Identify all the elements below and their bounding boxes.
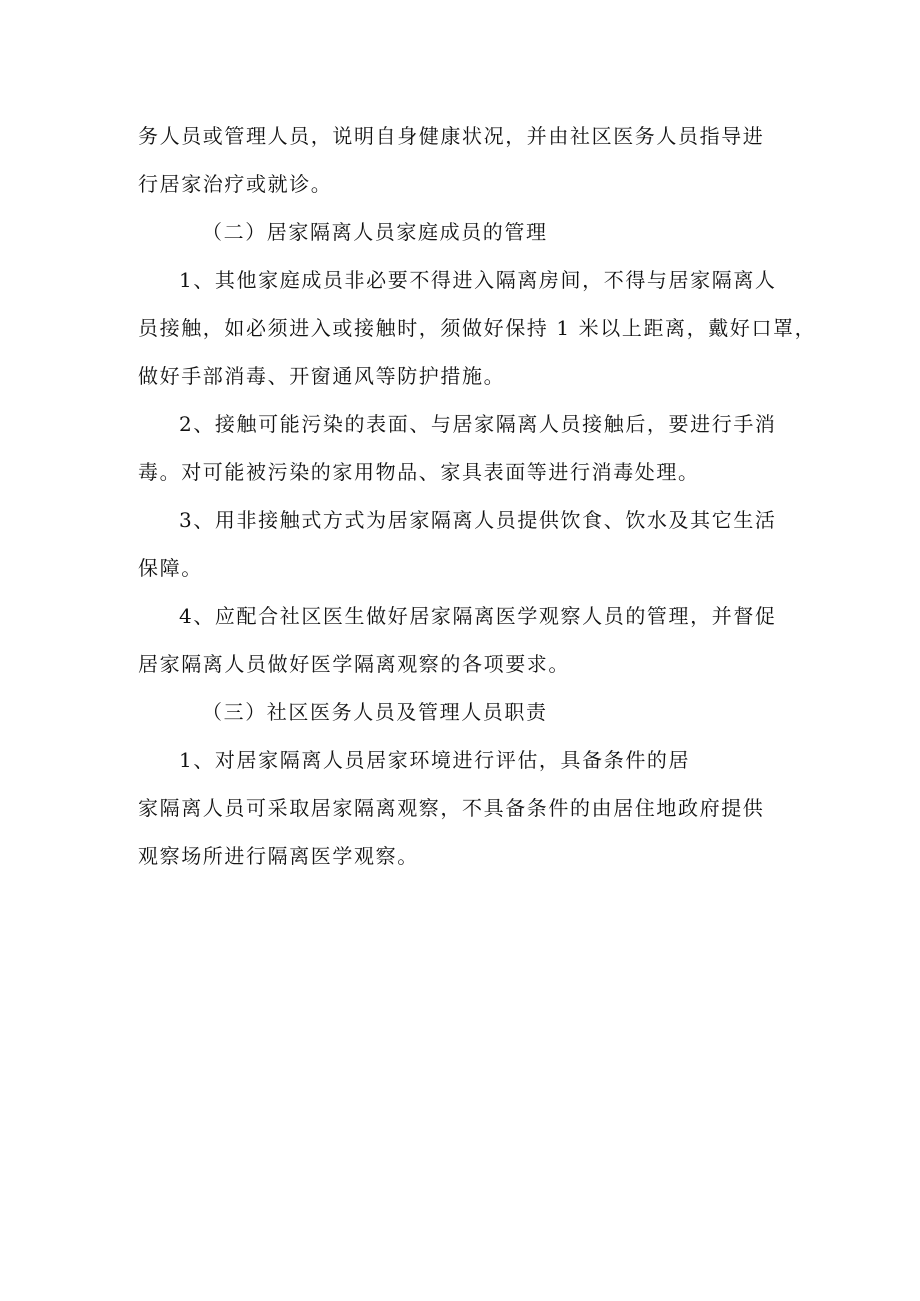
paragraph-line: 家隔离人员可采取居家隔离观察，不具备条件的由居住地政府提供 — [138, 796, 765, 820]
paragraph-line: 做好手部消毒、开窗通风等防护措施。 — [138, 364, 506, 388]
document-body — [138, 112, 817, 880]
paragraph-line: 居家隔离人员做好医学隔离观察的各项要求。 — [138, 652, 570, 676]
paragraph-line: 4、应配合社区医生做好居家隔离医学观察人员的管理，并督促 — [179, 604, 777, 628]
paragraph-line: 保障。 — [138, 556, 203, 580]
section-heading-staff-duties: （三）社区医务人员及管理人员职责 — [202, 700, 548, 724]
section-heading-family-members: （二）居家隔离人员家庭成员的管理 — [202, 220, 548, 244]
paragraph-line: 员接触，如必须进入或接触时，须做好保持 1 米以上距离，戴好口罩， — [138, 316, 817, 340]
paragraph-line: 观察场所进行隔离医学观察。 — [138, 844, 419, 868]
paragraph-line: 毒。对可能被污染的家用物品、家具表面等进行消毒处理。 — [138, 460, 700, 484]
paragraph-line: 3、用非接触式方式为居家隔离人员提供饮食、饮水及其它生活 — [179, 508, 777, 532]
paragraph-line: 1、对居家隔离人员居家环境进行评估，具备条件的居 — [179, 748, 691, 772]
paragraph-line: 行居家治疗或就诊。 — [138, 172, 333, 196]
paragraph-line: 1、其他家庭成员非必要不得进入隔离房间，不得与居家隔离人 — [179, 268, 777, 292]
paragraph-line: 务人员或管理人员，说明自身健康状况，并由社区医务人员指导进 — [138, 124, 765, 148]
paragraph-line: 2、接触可能污染的表面、与居家隔离人员接触后，要进行手消 — [179, 412, 777, 436]
